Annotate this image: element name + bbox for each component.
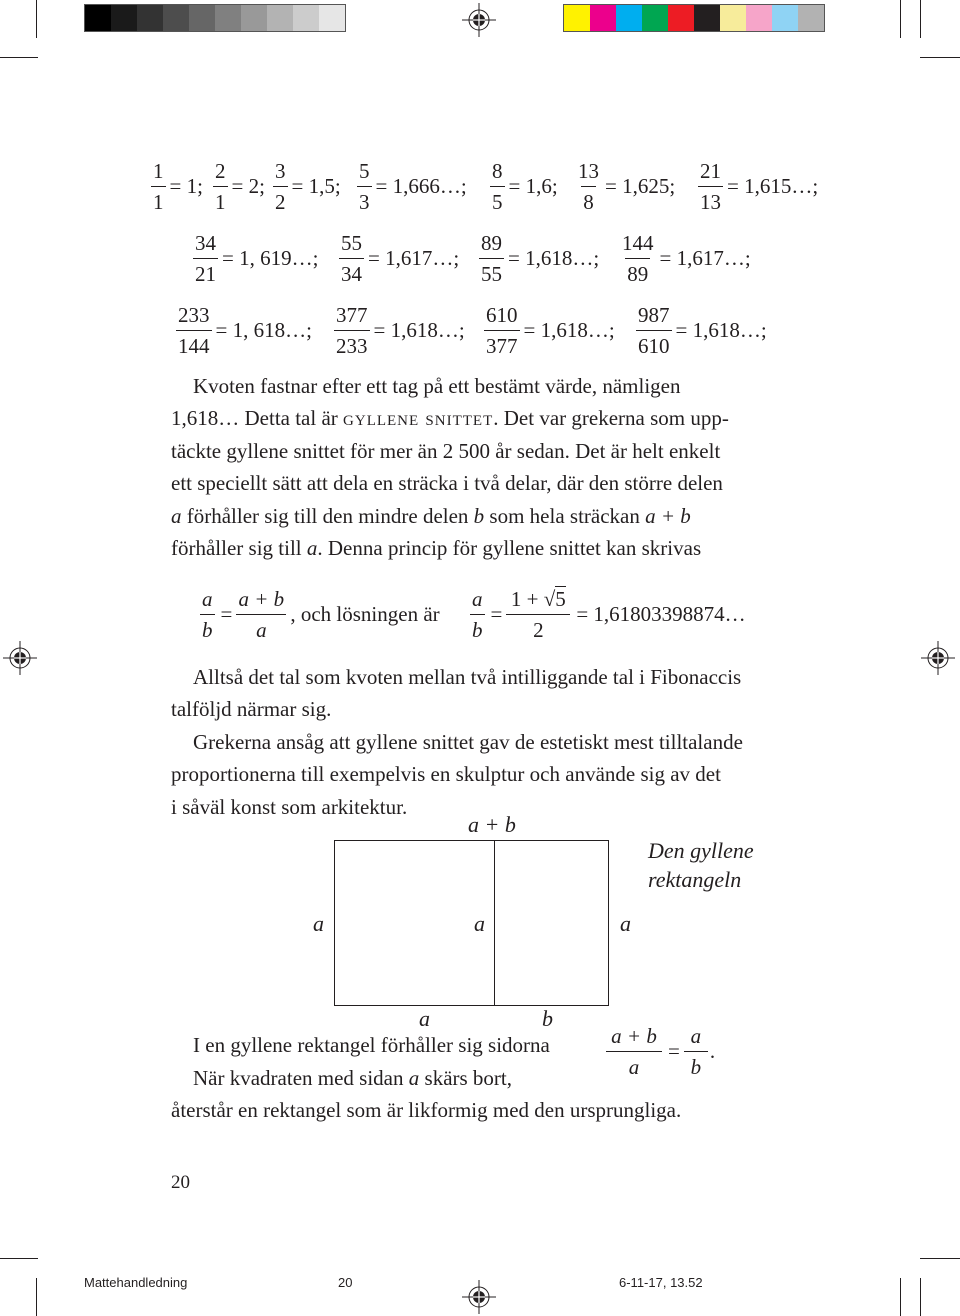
crop-mark	[920, 1258, 960, 1259]
crop-mark	[900, 0, 901, 38]
gray-swatch	[189, 5, 215, 31]
color-swatch	[616, 5, 642, 31]
rectangle-caption: Den gyllene rektangeln	[648, 838, 754, 892]
ratio-row-1	[0, 154, 960, 218]
rectangle-left-label: a	[313, 911, 324, 936]
gray-swatch	[111, 5, 137, 31]
ratio-item: $\frac{144}{89}$ = 1,617…;	[622, 230, 751, 286]
paragraph-golden-ratio-intro: Kvoten fastnar efter ett tag på ett bestämt värde, nämligen 1,618… Detta tal är gyllene snittet. Det var grekerna som upp- täckte gyllene snittet för mer än 2 500 år sedan. Det är helt enkelt ett speciellt sätt att dela en sträcka i två delar, där den större delen a förhåller sig till den mindre delen b som hela sträckan a + b förhåller sig till a. Denna princip för gyllene snittet kan skrivas	[171, 374, 729, 561]
ratio-item: $\frac{610}{377}$ = 1,618…;	[486, 302, 615, 358]
square-root-icon: √	[543, 586, 556, 611]
term-golden-ratio: gyllene snittet	[343, 406, 494, 431]
gray-swatch	[137, 5, 163, 31]
registration-mark-icon	[462, 3, 496, 37]
golden-rectangle	[334, 840, 609, 1006]
color-swatch	[746, 5, 772, 31]
color-swatch	[720, 5, 746, 31]
gray-swatch	[85, 5, 111, 31]
ratio-item: $\frac{3}{2}$ = 1,5;	[275, 158, 341, 214]
ratio-row-2	[0, 226, 960, 290]
crop-mark	[920, 0, 921, 38]
footer-page: 20	[338, 1275, 353, 1290]
crop-mark	[36, 0, 37, 38]
crop-mark	[0, 1258, 38, 1259]
paragraph-golden-rectangle-line3: återstår en rektangel som är likformig med den ursprungliga.	[171, 1098, 682, 1122]
gray-swatch	[215, 5, 241, 31]
gray-swatch	[267, 5, 293, 31]
color-calibration-bar	[563, 4, 825, 32]
crop-mark	[36, 1278, 37, 1316]
crop-mark	[920, 57, 960, 58]
rectangle-mid-label: a	[474, 911, 485, 936]
color-swatch	[564, 5, 590, 31]
ratio-item: $\frac{5}{3}$ = 1,666…;	[359, 158, 467, 214]
paragraph-golden-rectangle-line1: I en gyllene rektangel förhåller sig sidorna	[193, 1033, 550, 1057]
ratio-item: $\frac{8}{5}$ = 1,6;	[492, 158, 558, 214]
color-swatch	[642, 5, 668, 31]
paragraph-golden-rectangle-line2: När kvadraten med sidan a skärs bort,	[193, 1066, 513, 1090]
gray-swatch	[319, 5, 345, 31]
paragraph-fibonacci: Alltså det tal som kvoten mellan två intilliggande tal i Fibonaccis talföljd närmar sig. Grekerna ansåg att gyllene snittet gav de estetiskt mest tilltalande proportionerna till exempelvis en skulptur och använde sig av det i såväl konst som arkitektur.	[171, 665, 743, 819]
registration-mark-icon	[3, 641, 37, 675]
ratio-item: $\frac{987}{610}$ = 1,618…;	[638, 302, 767, 358]
ratio-item: $\frac{233}{144}$ = 1, 618…;	[178, 302, 312, 358]
color-swatch	[694, 5, 720, 31]
color-swatch	[798, 5, 824, 31]
rectangle-ratio-formula: $\frac{a + b}{a}$ = $\frac{a}{b}$ .	[606, 1019, 756, 1083]
gray-swatch	[241, 5, 267, 31]
gray-swatch	[293, 5, 319, 31]
ratio-row-3	[0, 298, 960, 362]
rectangle-divider	[494, 840, 495, 1006]
ratio-item: $\frac{1}{1}$ = 1;	[153, 158, 203, 214]
crop-mark	[0, 57, 38, 58]
rectangle-bottom-a-label: a	[419, 1006, 430, 1031]
registration-mark-icon	[462, 1280, 496, 1314]
ratio-item: $\frac{34}{21}$ = 1, 619…;	[195, 230, 319, 286]
golden-ratio-formula: $\frac{a}{b}$ = $\frac{a + b}{a}$ , och lösningen är $\frac{a}{b}$ = $\frac{1 + √5}{2}$ = 1,61803398874…	[202, 586, 746, 642]
color-swatch	[772, 5, 798, 31]
page-number: 20	[171, 1172, 190, 1193]
color-swatch	[668, 5, 694, 31]
ratio-item: $\frac{2}{1}$ = 2;	[215, 158, 265, 214]
rectangle-top-label: a + b	[468, 812, 516, 837]
gray-swatch	[163, 5, 189, 31]
ratio-item: $\frac{21}{13}$ = 1,615…;	[700, 158, 819, 214]
ratio-item: $\frac{55}{34}$ = 1,617…;	[341, 230, 460, 286]
ratio-item: $\frac{13}{8}$ = 1,625;	[578, 158, 676, 214]
rectangle-bottom-b-label: b	[542, 1006, 553, 1031]
grayscale-color-bar	[84, 4, 346, 32]
color-swatch	[590, 5, 616, 31]
registration-mark-icon	[921, 641, 955, 675]
ratio-item: $\frac{89}{55}$ = 1,618…;	[481, 230, 600, 286]
ratio-item: $\frac{377}{233}$ = 1,618…;	[336, 302, 465, 358]
crop-mark	[900, 1278, 901, 1316]
footer-filename: Mattehandledning	[84, 1275, 188, 1290]
rectangle-right-label: a	[620, 911, 631, 936]
crop-mark	[920, 1278, 921, 1316]
footer-date: 6-11-17, 13.52	[619, 1275, 703, 1290]
